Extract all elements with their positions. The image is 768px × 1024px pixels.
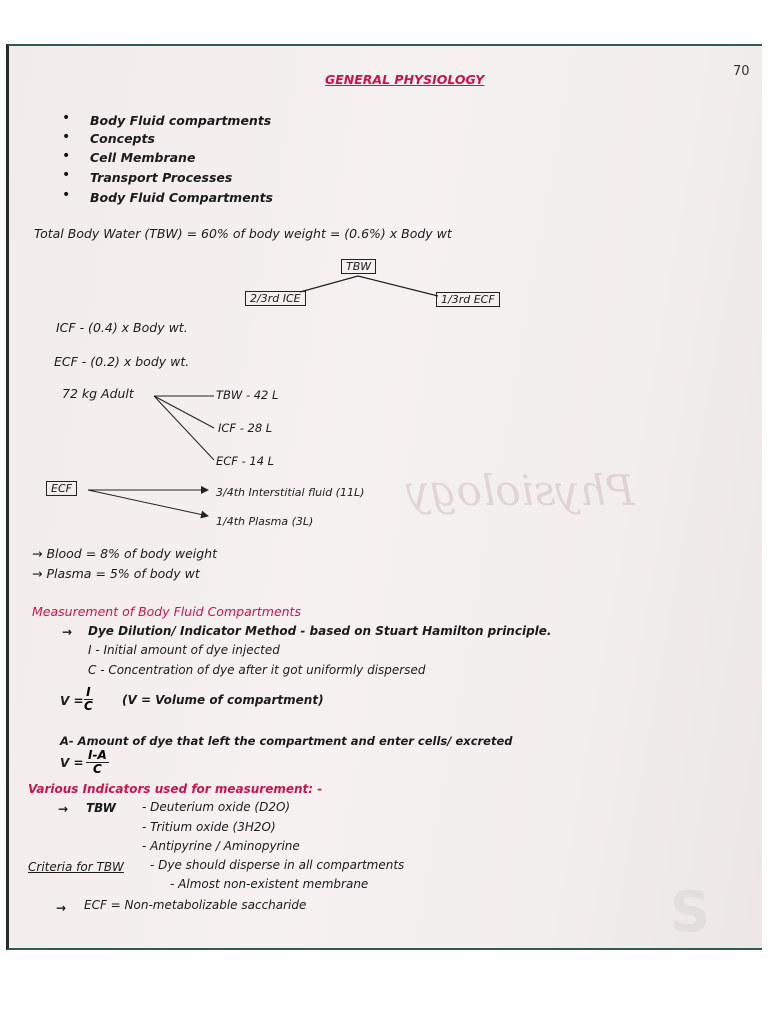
topic-item: Body Fluid Compartments xyxy=(90,190,273,205)
ice-node: 2/3rd ICE xyxy=(245,291,306,306)
arrow-icon: → xyxy=(58,802,69,816)
blood-line: → Blood = 8% of body weight xyxy=(32,546,218,561)
v-note: (V = Volume of compartment) xyxy=(122,693,324,707)
adult-icf: ICF - 28 L xyxy=(218,421,273,435)
bullet-dot: • xyxy=(62,129,71,145)
topic-item: Body Fluid compartments xyxy=(90,113,272,128)
bullet-dot: • xyxy=(62,167,71,183)
adult-line-ecf xyxy=(154,396,214,460)
v2-numerator: I-A xyxy=(88,748,107,762)
ecf-node: 1/3rd ECF xyxy=(436,292,500,307)
watermark-text: Physiology xyxy=(406,466,635,515)
adult-label: 72 kg Adult xyxy=(62,386,134,401)
bullet-dot: • xyxy=(62,187,71,203)
adult-tbw: TBW - 42 L xyxy=(216,388,279,402)
bullet-dot: • xyxy=(62,148,71,164)
topic-item: Transport Processes xyxy=(90,170,233,185)
plasma-line: → Plasma = 5% of body wt xyxy=(32,566,200,581)
watermark-glyph: S xyxy=(670,880,711,945)
indicators-heading: Various Indicators used for measurement: - xyxy=(28,782,323,796)
page-title: GENERAL PHYSIOLOGY xyxy=(325,72,485,87)
criteria-line: - Almost non-existent membrane xyxy=(170,877,369,891)
criteria-line: - Dye should disperse in all compartments xyxy=(150,858,405,872)
icf-formula: ICF - (0.4) x Body wt. xyxy=(56,320,188,335)
a-definition: A- Amount of dye that left the compartment and enter cells/ excreted xyxy=(60,734,513,748)
v-denominator: C xyxy=(84,699,93,713)
tree-line-right xyxy=(358,276,438,296)
v-numerator: I xyxy=(84,686,93,700)
ecf-box: ECF xyxy=(46,481,77,496)
arrow-icon: → xyxy=(56,901,67,915)
v2-denominator: C xyxy=(92,762,102,776)
page-number: 70 xyxy=(733,64,750,79)
method-line: Dye Dilution/ Indicator Method - based on Stuart Hamilton principle. xyxy=(88,624,552,638)
topic-item: Cell Membrane xyxy=(90,150,196,165)
adult-ecf: ECF - 14 L xyxy=(216,454,275,468)
topic-item: Concepts xyxy=(90,131,155,146)
arrow-icon: → xyxy=(62,625,73,639)
adult-line-icf xyxy=(154,396,214,428)
ecf-indicator-line: ECF = Non-metabolizable saccharide xyxy=(84,898,307,912)
v-label: V = xyxy=(60,694,84,708)
c-definition: C - Concentration of dye after it got uniformly dispersed xyxy=(88,663,426,677)
tbw-formula: Total Body Water (TBW) = 60% of body weight = (0.6%) x Body wt xyxy=(34,226,452,241)
ecf-arrow-plasma xyxy=(88,490,208,516)
indicator-item: - Antipyrine / Aminopyrine xyxy=(142,839,300,853)
bullet-dot: • xyxy=(62,110,71,126)
tree-line-left xyxy=(300,276,358,292)
ecf-plasma: 1/4th Plasma (3L) xyxy=(216,515,314,528)
measurement-heading: Measurement of Body Fluid Compartments xyxy=(32,604,301,619)
tbw-indicator-label: TBW xyxy=(86,801,116,815)
ecf-interstitial: 3/4th Interstitial fluid (11L) xyxy=(216,486,365,499)
ecf-formula: ECF - (0.2) x body wt. xyxy=(54,354,190,369)
v2-label: V = xyxy=(60,756,84,770)
criteria-label: Criteria for TBW xyxy=(28,860,124,874)
indicator-item: - Deuterium oxide (D2O) xyxy=(142,800,291,814)
indicator-item: - Tritium oxide (3H2O) xyxy=(142,820,276,834)
tbw-node: TBW xyxy=(341,259,376,274)
i-definition: I - Initial amount of dye injected xyxy=(88,643,280,657)
